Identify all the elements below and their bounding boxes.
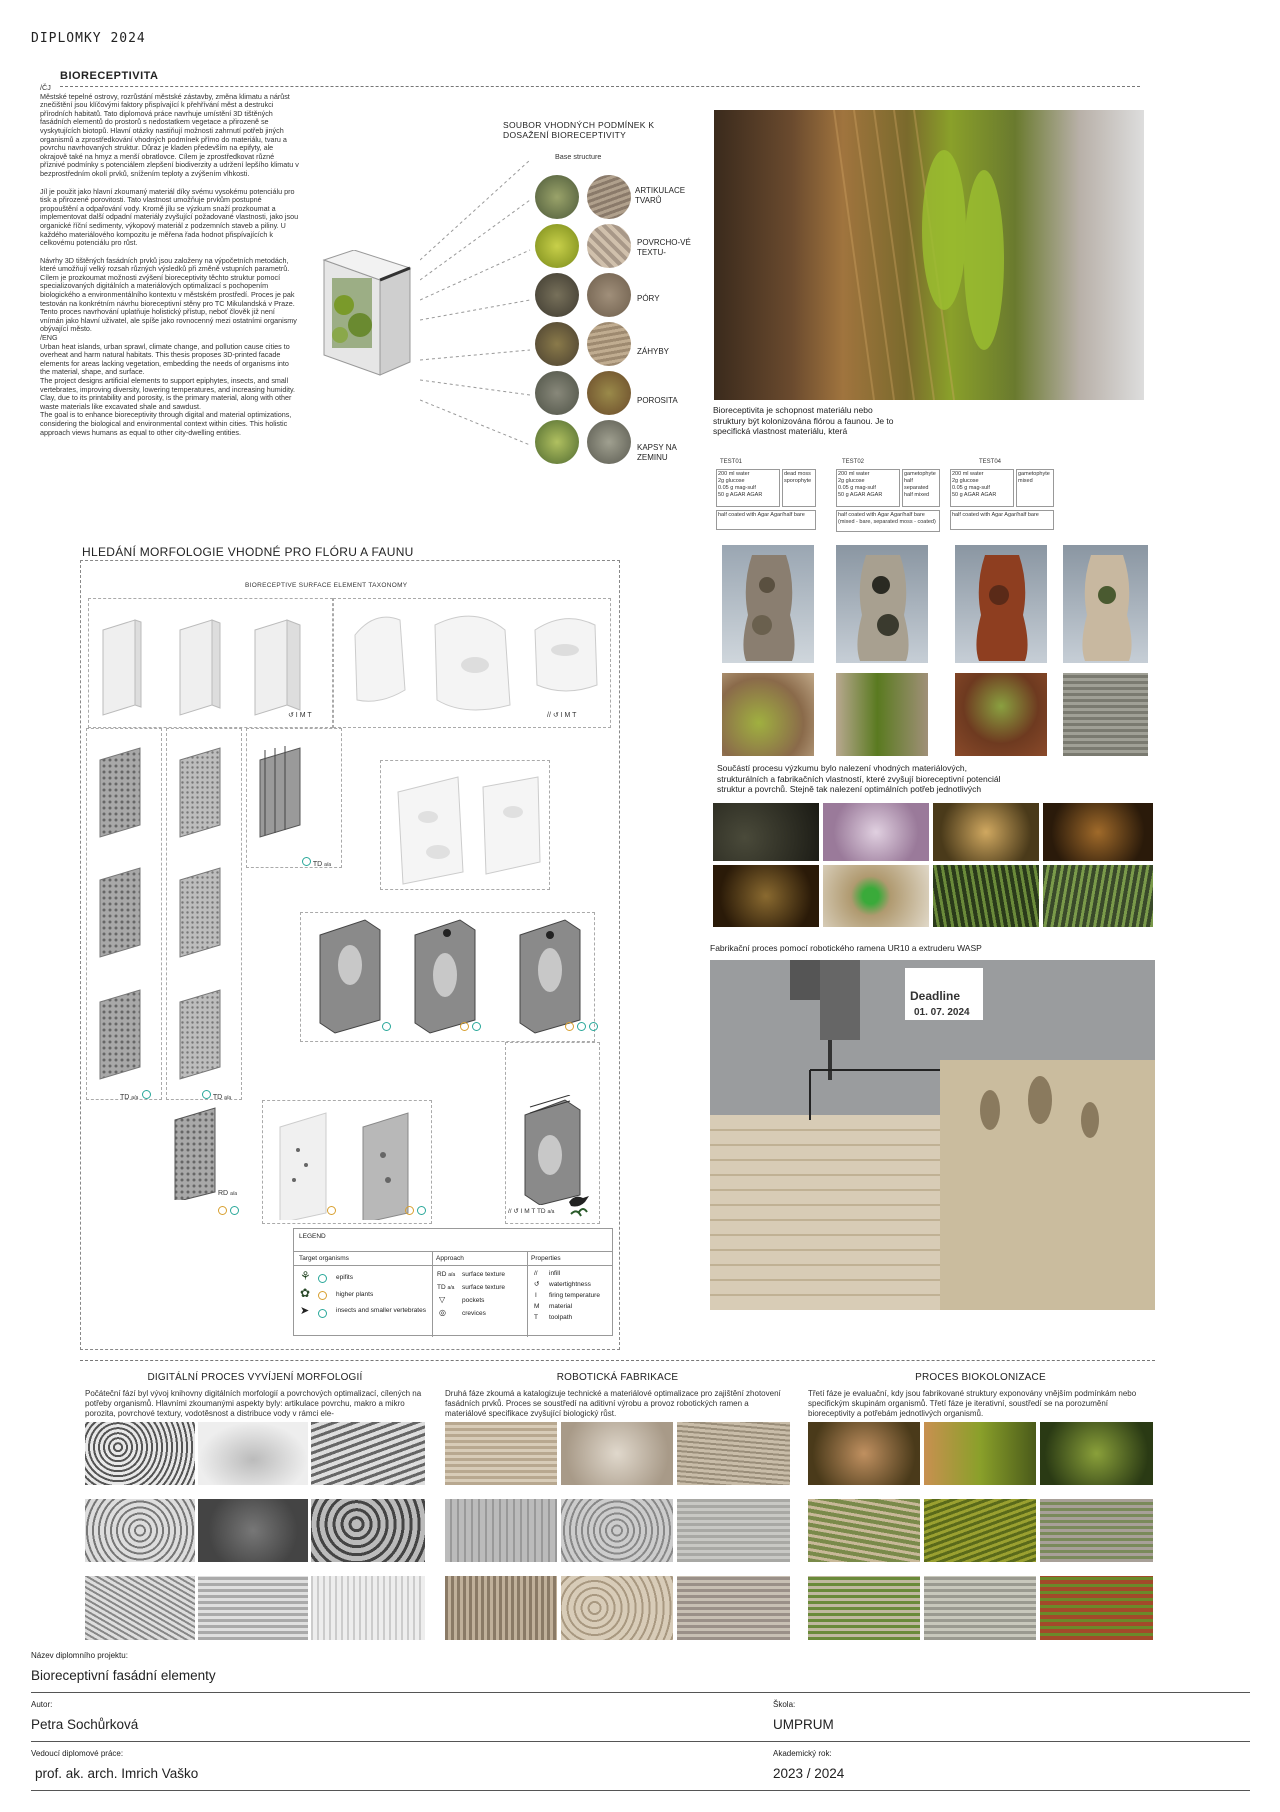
test-vase-photo-3 [955, 545, 1047, 663]
tall-module-sub: a/a [547, 1209, 555, 1215]
section-digital-title: DIGITÁLNÍ PROCES VYVÍJENÍ MORFOLOGIÍ [147, 1372, 363, 1383]
td-sub-1: a/a [324, 862, 332, 868]
footer-author-label: Autor: [31, 1700, 53, 1709]
rd-rings [216, 1206, 246, 1218]
condition-label-3: PÓRY [637, 294, 660, 303]
legend-prop-3-sym: I [535, 1292, 537, 1299]
section-digital-text: Počáteční fází byl vývoj knihovny digitálních morfologií a povrchových optimalizací, cílených na potřeby organismů. Hlavními zkoumanými aspekty byly: artikulace povrchu, makro a mikro porozita, povrchové textury, vodotěsnost a distribuce vody v rámci ele- [85, 1389, 422, 1418]
micro-photo-4 [1043, 803, 1153, 861]
test1-left: 200 ml water 2g glucose 0.05 g mag-sulf 50 g AGAR AGAR [716, 469, 780, 507]
digital-tile-8 [198, 1576, 308, 1640]
plant-icon: ✿ [300, 1286, 311, 1300]
legend-prop-4-sym: M [534, 1303, 540, 1310]
micro-photo-5 [713, 865, 819, 927]
approach-sub: a/a [448, 1272, 456, 1278]
digital-grid [85, 1422, 425, 1640]
hero-photo [714, 110, 1144, 400]
micro-photo-1 [713, 803, 819, 861]
intro-cz-p1: Městské tepelné ostrovy, rozrůstání městské zástavby, změna klimatu a nárůst znečištění jsou klíčovými faktory přispívající k přehřívání měst a destrukci přírodních habitatů. Tato diplomová práce navrhuje umístění 3D tištěných fasádních elementů do prostorů s nedostatkem vegetace a přirozeně se vyskytujících biotopů. Hlavní otázky nastiňují možnosti zahrnutí potřeb jiných organismů a zprostředkování vhodných podmínek přímo do materiálu, tvaru a povrchu navrhovaných struktur. Důraz je kladen především na epifyty, ale okrajově také na hmyz a menší obratlovce. Cílem je zprostředkovat různé příznivé podmínky s potenciálem zlepšení biodiverzity a udržení lepšího klimatu v bezprostředním okolí prvků, snížením teploty a zvýšením vlhkosti. [40, 91, 299, 178]
legend-prop-3: firing temperature [549, 1292, 600, 1299]
legend-organism-3: insects and smaller vertebrates [336, 1307, 426, 1314]
condition-photo-1b [587, 175, 631, 219]
robotic-tile-5 [561, 1499, 673, 1562]
fabrication-photo [710, 960, 1155, 1310]
digital-tile-5 [198, 1499, 308, 1562]
test-vase-photo-2 [836, 545, 928, 663]
micro-photo-6 [823, 865, 929, 927]
robotic-tile-6 [677, 1499, 790, 1562]
legend-approach-1 [437, 1271, 455, 1279]
plants-ring [327, 1206, 336, 1215]
legend-col2: Approach [436, 1255, 464, 1262]
td-label-1: TD [312, 861, 323, 868]
tall-module-tag [508, 1208, 554, 1217]
bio-tile-9 [1040, 1576, 1153, 1640]
taxonomy-title: BIORECEPTIVE SURFACE ELEMENT TAXONOMY [245, 582, 408, 589]
bio-tile-1 [808, 1422, 920, 1485]
legend-col3: Properties [531, 1255, 561, 1262]
test2-right: gametophyte half separated half mixed [902, 469, 940, 507]
module-rings [380, 1022, 600, 1034]
test3-bottom: half coated with Agar Agar/half bare [950, 510, 1054, 530]
condition-photo-6b [587, 420, 631, 464]
footer-project-label: Název diplomního projektu: [31, 1651, 128, 1660]
td-sub-3: a/a [224, 1095, 232, 1101]
morph-title: HLEDÁNÍ MORFOLOGIE VHODNÉ PRO FLÓRU A FAUNU [82, 545, 414, 559]
condition-label-6: KAPSY NA ZEMINU [637, 443, 677, 462]
condition-photo-5a [535, 371, 579, 415]
intro-en-label: /ENG [40, 333, 58, 343]
footer-school-label: Škola: [773, 1700, 796, 1709]
robotic-tile-3 [677, 1422, 790, 1485]
condition-photo-2a [535, 224, 579, 268]
test-closeup-1 [722, 673, 814, 756]
intro-cz-p2: Jíl je použit jako hlavní zkoumaný materiál díky svému vysokému potenciálu pro tisk a přirozené porovitosti. Tato vlastnost umožňuje prvkům postupné propouštění a odpařování vody. Kromě jílu se výzkum snaží prozkoumat a implementovat další odpadní materiály zvyšující požadované vlastnosti, jako jsou organické říční sedimenty, výkopový materiál z podzemních staveb a piliny. U každého materiálového kompozitu je měřena řada hodnot přispívajících k celkovému potenciálu pro růst. [40, 186, 299, 248]
test-closeup-2 [836, 673, 928, 756]
footer-year-value: 2023 / 2024 [773, 1766, 845, 1781]
legend-approach-2-label: surface texture [462, 1284, 505, 1291]
intro-en-p1: Urban heat islands, urban sprawl, climate change, and pollution cause cities to overheat and harm natural habitats. This thesis proposes 3D-printed facade elements for areas lacking vegetation, embedding the needs of organisms into the material, shape, and surface. [40, 341, 290, 377]
test3-name: TEST04 [979, 459, 1002, 465]
legend-approach-1-label: surface texture [462, 1271, 505, 1278]
condition-label-5: POROSITA [637, 396, 678, 405]
footer-supervisor-value: prof. ak. arch. Imrich Vaško [35, 1766, 199, 1781]
intro-en-p3: The goal is to enhance bioreceptivity through digital and material optimizations, considering the biological and environmental context within cities. This holistic approach views humans as equal to other city-dwelling entities. [40, 410, 292, 437]
intro-en-p2: The project designs artificial elements to support epiphytes, insects, and small vertebrates, improving diversity, lowering temperatures, and increasing humidity. Clay, due to its printability and porosity, is the primary material, along with other waste materials like excavated shale and sawdust. [40, 376, 295, 411]
legend-col1: Target organisms [299, 1255, 349, 1262]
footer-line-1 [31, 1692, 1250, 1693]
legend-organism-1: epifits [336, 1274, 353, 1281]
condition-photo-3b [587, 273, 631, 317]
footer-project-value: Bioreceptivní fasádní elementy [31, 1668, 216, 1683]
rd-sub: a/a [230, 1191, 238, 1197]
crevice-icon: ◎ [439, 1308, 446, 1317]
epifits-ring [230, 1206, 239, 1215]
condition-photo-1a [535, 175, 579, 219]
base-structure-label: Base structure [555, 152, 602, 161]
pocket-icon: ▽ [439, 1295, 446, 1304]
intro-text [40, 84, 300, 437]
plants-ring [565, 1022, 574, 1031]
legend [293, 1228, 613, 1336]
bird-legend-icon: ➤ [300, 1305, 310, 1317]
epifits-legend-ring [318, 1274, 327, 1283]
legend-prop-4: material [549, 1303, 573, 1310]
robotic-tile-8 [561, 1576, 673, 1640]
condition-label-1: ARTIKULACE TVARŮ [635, 186, 686, 205]
legend-prop-2-sym: ↺ [534, 1281, 540, 1288]
td-tag-2 [120, 1090, 151, 1103]
epifits-ring [417, 1206, 426, 1215]
test3-right: gametophyte mixed [1016, 469, 1054, 507]
micro-photo-3 [933, 803, 1039, 861]
legend-prop-5-sym: T [534, 1314, 538, 1321]
complex-modules [305, 915, 595, 1035]
bio-tile-2 [924, 1422, 1036, 1485]
tests-table [714, 455, 1064, 535]
micro-photo-7 [933, 865, 1039, 927]
poster-line1: Deadline [910, 989, 961, 1003]
epifits-ring [142, 1090, 151, 1099]
section-biocolonization-title: PROCES BIOKOLONIZACE [915, 1372, 1046, 1383]
test2-bottom: half coated with Agar Agar/half bare (mixed - bare, separated moss - coated) [836, 510, 940, 532]
test2-name: TEST02 [842, 459, 865, 465]
legend-organism-2: higher plants [336, 1291, 374, 1298]
moss-icon: ⚘ [300, 1269, 311, 1283]
test-closeup-4 [1063, 673, 1148, 756]
section-robotic-title: ROBOTICKÁ FABRIKACE [556, 1372, 679, 1383]
epifits-ring [589, 1022, 598, 1031]
bio-tile-7 [808, 1576, 920, 1640]
robotic-tile-9 [677, 1576, 790, 1640]
connector-lines [420, 150, 540, 460]
taxo-articulated-forms [345, 605, 605, 720]
micro-photo-2 [823, 803, 929, 861]
footer-author-value: Petra Sochůrková [31, 1717, 139, 1732]
bio-tile-4 [808, 1499, 920, 1562]
fabrication-caption: Fabrikační proces pomocí robotického ramena UR10 a extruderu WASP [710, 943, 982, 953]
plants-ring [218, 1206, 227, 1215]
td-label-3: TD [212, 1094, 223, 1101]
condition-photo-3a [535, 273, 579, 317]
digital-tile-3 [311, 1422, 425, 1485]
footer-school-value: UMPRUM [773, 1717, 834, 1732]
section-title: BIORECEPTIVITA [60, 70, 159, 82]
legend-approach-3-label: pockets [462, 1297, 485, 1304]
legend-prop-1-sym: // [534, 1270, 538, 1277]
bio-tile-8 [924, 1576, 1036, 1640]
digital-tile-4 [85, 1499, 195, 1562]
poster-line2: 01. 07. 2024 [914, 1007, 970, 1018]
test1-name: TEST01 [720, 459, 743, 465]
lower-panels [268, 1105, 433, 1220]
test-closeup-3 [955, 673, 1047, 756]
test-vase-photo-1 [722, 545, 814, 663]
robotic-tile-1 [445, 1422, 557, 1485]
condition-photo-5b [587, 371, 631, 415]
test1-bottom: half coated with Agar Agar/half bare [716, 510, 816, 530]
lower-rings [325, 1206, 425, 1218]
footer-line-2 [31, 1741, 1250, 1742]
footer-year-label: Akademický rok: [773, 1749, 832, 1758]
robotic-tile-7 [445, 1576, 557, 1640]
bird-icon [565, 1190, 591, 1220]
epifits-ring [382, 1022, 391, 1031]
robotic-grid [445, 1422, 790, 1640]
approach-sub: a/a [447, 1285, 455, 1291]
header-title: DIPLOMKY 2024 [31, 31, 146, 46]
tall-module [515, 1095, 595, 1205]
legend-approach-2 [437, 1284, 454, 1292]
condition-photo-4a [535, 322, 579, 366]
tag-articulated: // ↺ I M T [547, 712, 577, 719]
animals-legend-ring [318, 1309, 327, 1318]
td-tag-3 [200, 1090, 231, 1103]
condition-photo-6a [535, 420, 579, 464]
conditions-grid [535, 175, 695, 475]
condition-label-4: ZÁHYBY [637, 347, 670, 356]
digital-tile-2 [198, 1422, 308, 1485]
rd-tag [218, 1190, 237, 1199]
robotic-tile-4 [445, 1499, 557, 1562]
intro-cz-label: /ČJ [40, 83, 51, 92]
plants-legend-ring [318, 1291, 327, 1300]
tall-module-td: TD [536, 1208, 546, 1215]
section-robotic-text: Druhá fáze zkoumá a katalogizuje technické a materiálové optimalizace pro zajištění zhotovení fasádních prvků. Proces se soustředí na aditivní výrobu a provoz robotických ramen a materiálové specifikace zvyšující biologický růst. [445, 1389, 781, 1418]
digital-tile-1 [85, 1422, 195, 1485]
approach-code: RD [437, 1271, 447, 1278]
condition-photo-4b [587, 322, 631, 366]
epifits-ring [302, 857, 311, 866]
digital-tile-7 [85, 1576, 195, 1640]
intro-cz-p3: Návrhy 3D tištěných fasádních prvků jsou založeny na výpočetních metodách, které umožňují velký rozsah různých výsledků při změně vstupních parametrů. Cílem je prozkoumat možnosti zvýšení bioreceptivity těchto struktur pomocí specializovaných digitálních a materiálových optimalizací s pochopením biologického a environmentálního kontextu v městském prostředí. Proces je pak testován na konkrétním návrhu bioreceptivní stěny pro TC Mikulandská v Praze. Tento proces navrhování uplatňuje holistický přístup, neboť člověk již není vnímán jako hlavní uživatel, ale spíše jako rovnocenný mezi ostatními organismy obývající město. [40, 255, 297, 334]
digital-tile-6 [311, 1499, 425, 1562]
facade-element-illustration [310, 250, 425, 380]
biocolonization-grid [808, 1422, 1153, 1640]
epifits-ring [202, 1090, 211, 1099]
micro-photo-8 [1043, 865, 1153, 927]
pocket-forms [388, 762, 548, 887]
legend-prop-2: watertightness [549, 1281, 591, 1288]
tag-base: ↺ I M T [288, 712, 312, 719]
legend-prop-5: toolpath [549, 1314, 573, 1321]
divider-bottom [80, 1360, 1155, 1361]
legend-prop-1: infill [549, 1270, 561, 1277]
plants-ring [405, 1206, 414, 1215]
digital-tile-9 [311, 1576, 425, 1640]
test3-left: 200 ml water 2g glucose 0.05 g mag-sulf 50 g AGAR AGAR [950, 469, 1014, 507]
footer-supervisor-label: Vedoucí diplomové práce: [31, 1749, 124, 1758]
td-label-2: TD [120, 1094, 130, 1101]
legend-approach-4-label: crevices [462, 1310, 486, 1317]
td-sub-2: a/a [131, 1095, 139, 1101]
test2-left: 200 ml water 2g glucose 0.05 g mag-sulf 50 g AGAR AGAR [836, 469, 900, 507]
condition-photo-2b [587, 224, 631, 268]
research-caption: Součástí procesu výzkumu bylo nalezení vhodných materiálových, strukturálních a fabrikačních vlastností, které zvyšují bioreceptivní potenciál struktur a povrchů. Stejně tak nalezení optimálních potřeb jednotlivých [717, 763, 1001, 794]
robotic-tile-2 [561, 1422, 673, 1485]
section-biocolonization-text: Třetí fáze je evaluační, kdy jsou fabrikované struktury exponovány vnějším podmínkám nebo specifickým skupinám organismů. Třetí fáze je iterativní, soustředí se na porozumění bioreceptivity a potřebám jednotlivých organismů. [808, 1389, 1137, 1418]
td-tag-1 [300, 857, 331, 870]
conditions-title: SOUBOR VHODNÝCH PODMÍNEK K DOSAŽENÍ BIORECEPTIVITY [503, 120, 655, 140]
plants-ring [460, 1022, 469, 1031]
bio-tile-5 [924, 1499, 1036, 1562]
bio-tile-6 [1040, 1499, 1153, 1562]
tall-module-prop: // ↺ I M T [508, 1208, 536, 1215]
condition-label-2: POVRCHO-VÉ TEXTU- [637, 238, 691, 257]
epifits-ring [577, 1022, 586, 1031]
epifits-ring [472, 1022, 481, 1031]
legend-title: LEGEND [299, 1233, 326, 1240]
hero-caption: Bioreceptivita je schopnost materiálu nebo struktury být kolonizována flórou a faunou. Je to specifická vlastnost materiálu, která [713, 405, 894, 436]
taxo-base-forms [95, 610, 325, 720]
bio-tile-3 [1040, 1422, 1153, 1485]
test-vase-photo-4 [1063, 545, 1148, 663]
micro-photos [713, 803, 1153, 927]
footer-line-3 [31, 1790, 1250, 1791]
test1-right: dead moss sporophyte [782, 469, 816, 507]
rd-label: RD [218, 1190, 229, 1197]
approach-code: TD [437, 1284, 446, 1291]
